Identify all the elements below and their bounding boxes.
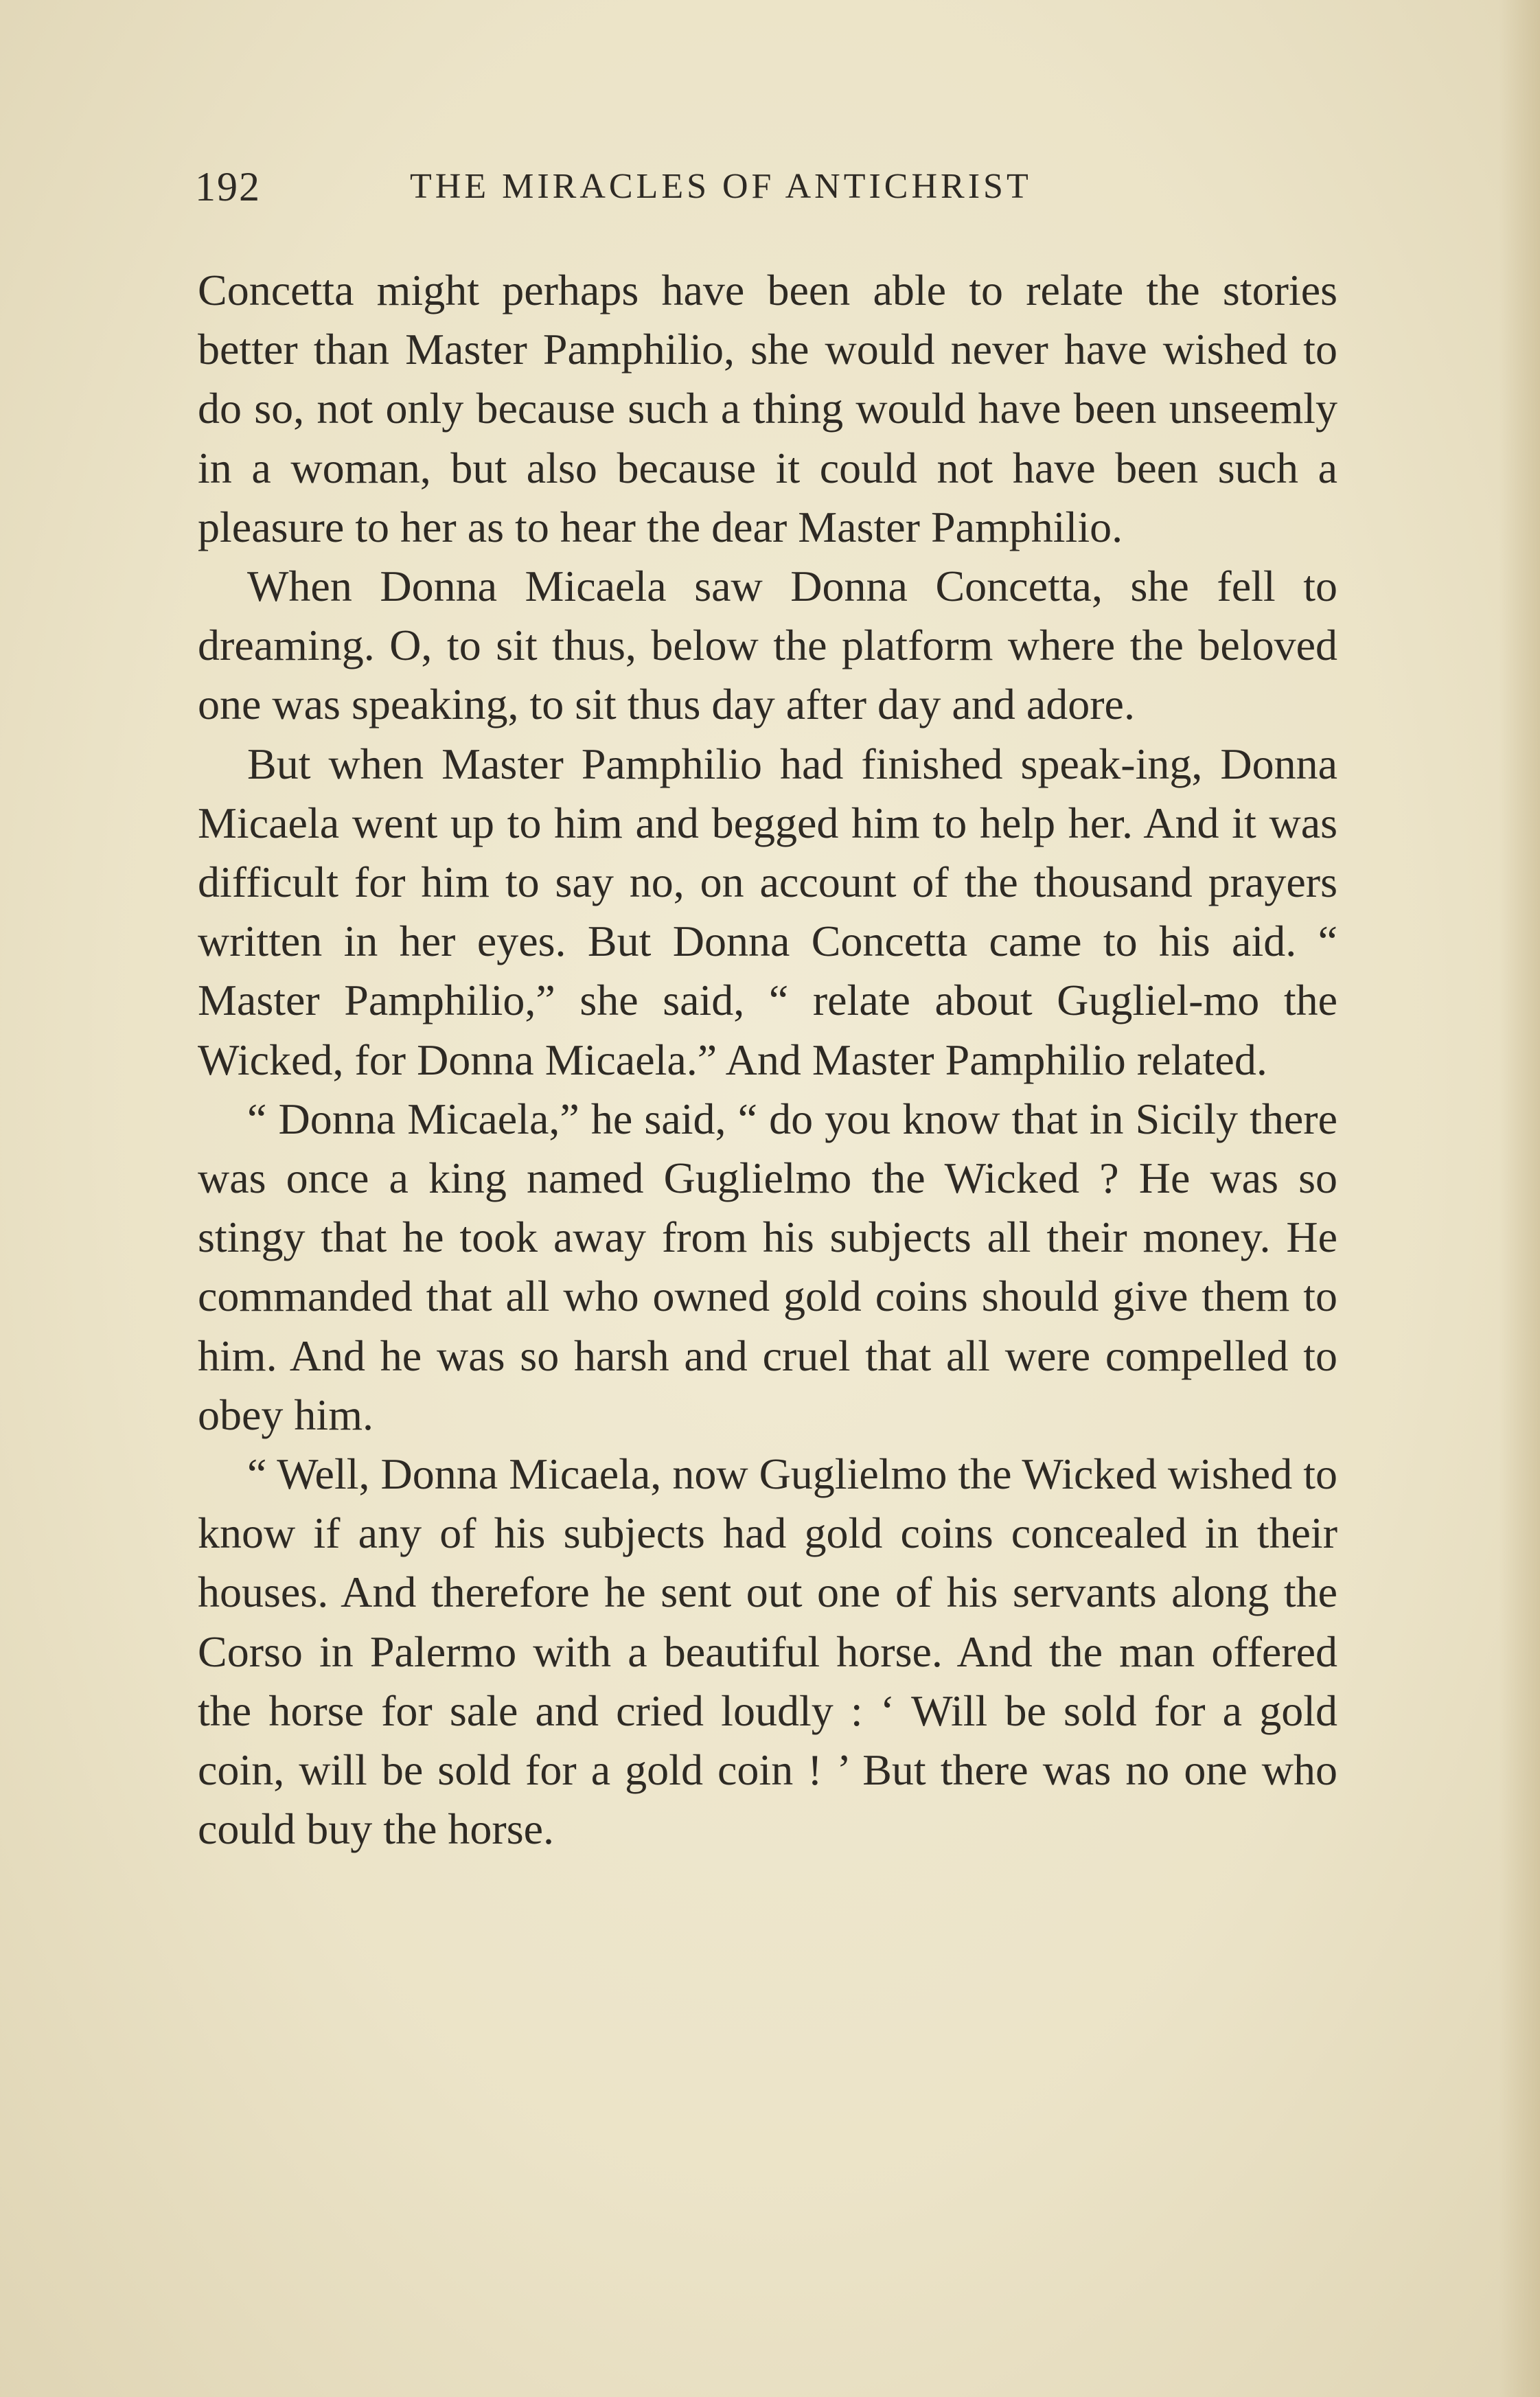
body-text xyxy=(198,261,1337,1859)
paragraph: “ Donna Micaela,” he said, “ do you know that in Sicily there was once a king named Guglielmo the Wicked ? He was so stingy that he took away from his subjects all their money. He commanded that all who owned gold coins should give them to him. And he was so harsh and cruel that all were compelled to obey him. xyxy=(198,1094,1337,1439)
page-number: 192 xyxy=(195,164,261,209)
paragraph: When Donna Micaela saw Donna Concetta, she fell to dreaming. O, to sit thus, below the platform where the beloved one was speaking, to sit thus day after day and adore. xyxy=(198,562,1337,729)
running-head xyxy=(195,163,1197,225)
page-edge-shadow xyxy=(1499,0,1540,2397)
paragraph: But when Master Pamphilio had finished speak-ing, Donna Micaela went up to him and begged him to help her. And it was difficult for him to say no, on account of the thousand prayers written in her eyes. But Donna Concetta came to his aid. “ Master Pamphilio,” she said, “ relate about Gugliel-mo the Wicked, for Donna Micaela.” And Master Pamphilio related. xyxy=(198,739,1337,1084)
running-title: THE MIRACLES OF ANTICHRIST xyxy=(410,167,1032,206)
paragraph: “ Well, Donna Micaela, now Guglielmo the Wicked wished to know if any of his subjects had gold coins concealed in their houses. And therefore he sent out one of his servants along the Corso in Palermo with a beautiful horse. And the man offered the horse for sale and cried loudly : ‘ Will be sold for a gold coin, will be sold for a gold coin ! ’ But there was no one who could buy the horse. xyxy=(198,1449,1337,1854)
paragraph-continued: Concetta might perhaps have been able to relate the stories better than Master Pamphilio, she would never have wished to do so, not only because such a thing would have been unseemly in a woman, but also because it could not have been such a pleasure to her as to hear the dear Master Pamphilio. xyxy=(198,266,1337,551)
